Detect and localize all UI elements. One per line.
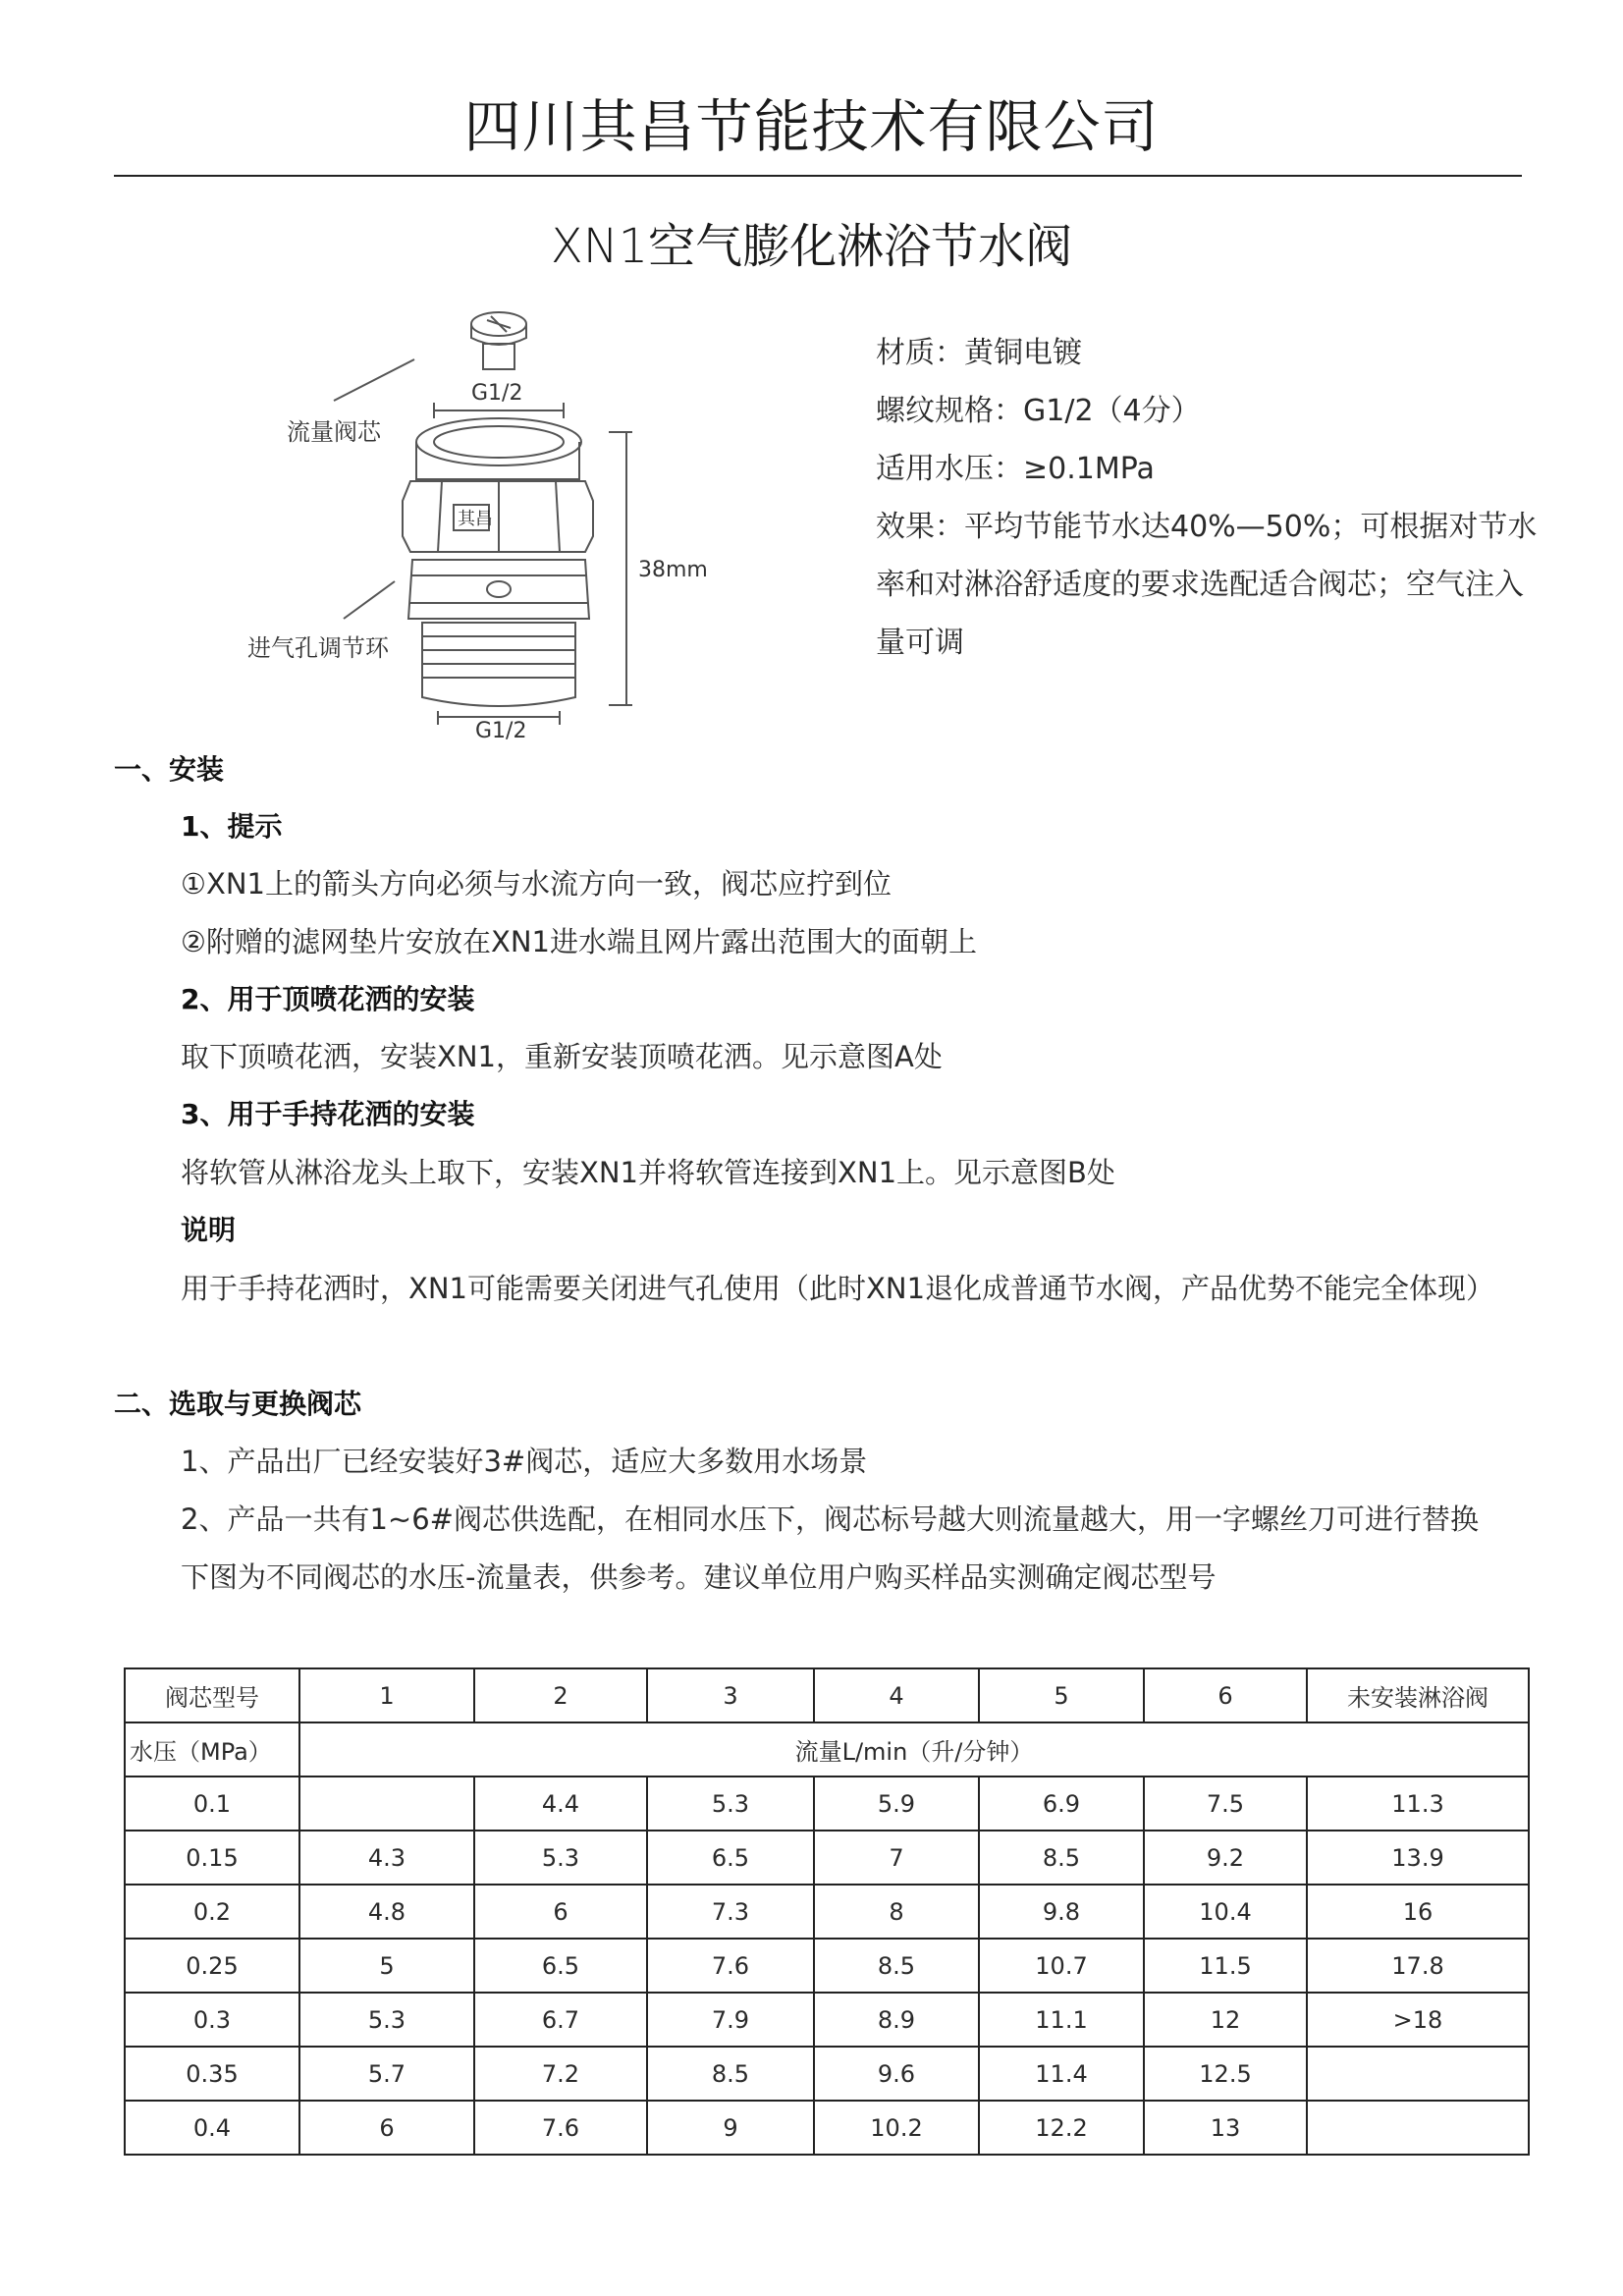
flow-cell: 5.9 (814, 1777, 979, 1831)
flow-cell: 6.9 (979, 1777, 1144, 1831)
flow-cell: 4.3 (299, 1831, 474, 1885)
company-name: 四川其昌节能技术有限公司 (463, 93, 1160, 160)
flow-cell: 11.5 (1144, 1939, 1307, 1993)
flow-cell: 12 (1144, 1993, 1307, 2047)
spec-list (876, 324, 1543, 672)
table-row (125, 2047, 1529, 2101)
ring-leader (344, 581, 395, 619)
label-thread-top: G1/2 (471, 381, 523, 406)
flow-cell (1307, 2047, 1529, 2101)
flow-cell: 7.6 (474, 2101, 647, 2155)
table-header-cell: 3 (647, 1668, 814, 1722)
label-height: 38mm (638, 558, 708, 582)
flow-cell: 10.4 (1144, 1885, 1307, 1939)
flow-cell: 11.4 (979, 2047, 1144, 2101)
flow-cell: 7.5 (1144, 1777, 1307, 1831)
air-hole (487, 581, 511, 597)
flow-cell: 6 (299, 2101, 474, 2155)
flow-cell: 8 (814, 1885, 979, 1939)
handheld-text: 将软管从淋浴龙头上取下，安装XN1并将软管连接到XN1上。见示意图B处 (181, 1156, 1115, 1189)
flow-cell: 4.4 (474, 1777, 647, 1831)
flow-cell: 8.5 (647, 2047, 814, 2101)
table-row (125, 1885, 1529, 1939)
top-shower-heading: 2、用于顶喷花洒的安装 (181, 983, 475, 1015)
table-header-cell: 6 (1144, 1668, 1307, 1722)
flow-cell: 7.9 (647, 1993, 814, 2047)
table-header-cell: 未安装淋浴阀 (1307, 1668, 1529, 1722)
flow-cell: 8.9 (814, 1993, 979, 2047)
flow-cell: 10.7 (979, 1939, 1144, 1993)
tip-1: ①XN1上的箭头方向必须与水流方向一致，阀芯应拧到位 (181, 867, 893, 901)
table-header-row (125, 1668, 1529, 1722)
spec-thread: 螺纹规格：G1/2（4分） (876, 394, 1201, 428)
table-row (125, 1993, 1529, 2047)
label-thread-bottom: G1/2 (475, 719, 527, 743)
flow-cell (1307, 2101, 1529, 2155)
table-row (125, 1831, 1529, 1885)
header-divider (114, 175, 1522, 177)
flow-cell: 6.7 (474, 1993, 647, 2047)
pressure-cell: 0.15 (125, 1831, 299, 1885)
table-header-cell: 5 (979, 1668, 1144, 1722)
table-header-cell: 阀芯型号 (125, 1668, 299, 1722)
tips-heading: 1、提示 (181, 810, 283, 843)
handheld-heading: 3、用于手持花洒的安装 (181, 1098, 475, 1130)
select-line-3: 下图为不同阀芯的水压-流量表，供参考。建议单位用户购买样品实测确定阀芯型号 (181, 1560, 1217, 1594)
flow-cell: 12.2 (979, 2101, 1144, 2155)
table-row (125, 2101, 1529, 2155)
flow-cell: 7.2 (474, 2047, 647, 2101)
product-diagram (236, 295, 707, 756)
flow-cell: 9 (647, 2101, 814, 2155)
pressure-unit-label: 水压（MPa） (125, 1722, 299, 1777)
flow-cell: 8.5 (979, 1831, 1144, 1885)
table-header-cell: 4 (814, 1668, 979, 1722)
table-body (125, 1777, 1529, 2155)
flow-cell: 6 (474, 1885, 647, 1939)
table-row (125, 1939, 1529, 1993)
table-unit-row (125, 1722, 1529, 1777)
table-header-cell: 2 (474, 1668, 647, 1722)
flow-cell: 9.2 (1144, 1831, 1307, 1885)
flow-cell: 16 (1307, 1885, 1529, 1939)
flow-cell (299, 1777, 474, 1831)
pressure-cell: 0.2 (125, 1885, 299, 1939)
core-cap-side (471, 324, 526, 345)
pressure-cell: 0.25 (125, 1939, 299, 1993)
product-title: XN1空气膨化淋浴节水阀 (550, 219, 1073, 274)
flow-cell: >18 (1307, 1993, 1529, 2047)
flow-cell: 5.7 (299, 2047, 474, 2101)
select-line-1: 1、产品出厂已经安装好3#阀芯，适应大多数用水场景 (181, 1445, 868, 1478)
select-line-2: 2、产品一共有1~6#阀芯供选配，在相同水压下，阀芯标号越大则流量越大，用一字螺丝刀可进行替换 (181, 1503, 1479, 1536)
flow-cell: 4.8 (299, 1885, 474, 1939)
spec-pressure: 适用水压：≥0.1MPa (876, 452, 1155, 486)
body-mark: 其昌 (458, 509, 493, 529)
flow-cell: 8.5 (814, 1939, 979, 1993)
flow-table (124, 1667, 1530, 2156)
select-heading: 二、选取与更换阀芯 (114, 1388, 362, 1420)
top-shower-text: 取下顶喷花洒，安装XN1，重新安装顶喷花洒。见示意图A处 (181, 1040, 943, 1073)
note-text: 用于手持花洒时，XN1可能需要关闭进气孔使用（此时XN1退化成普通节水阀，产品优势不能完全体现） (181, 1272, 1495, 1305)
flow-cell: 5.3 (474, 1831, 647, 1885)
label-adjust-ring: 进气孔调节环 (247, 634, 389, 662)
flow-cell: 12.5 (1144, 2047, 1307, 2101)
pressure-cell: 0.35 (125, 2047, 299, 2101)
flow-cell: 6.5 (474, 1939, 647, 1993)
core-leader (334, 359, 414, 401)
pressure-cell: 0.4 (125, 2101, 299, 2155)
flow-cell: 11.3 (1307, 1777, 1529, 1831)
flow-cell: 5.3 (299, 1993, 474, 2047)
flow-cell: 7.6 (647, 1939, 814, 1993)
flow-cell: 5 (299, 1939, 474, 1993)
flow-cell: 9.8 (979, 1885, 1144, 1939)
flow-cell: 11.1 (979, 1993, 1144, 2047)
flow-cell: 7 (814, 1831, 979, 1885)
flow-cell: 17.8 (1307, 1939, 1529, 1993)
spec-material: 材质：黄铜电镀 (876, 336, 1082, 370)
label-flow-core: 流量阀芯 (287, 418, 381, 446)
pressure-cell: 0.1 (125, 1777, 299, 1831)
flow-cell: 6.5 (647, 1831, 814, 1885)
adjust-ring (408, 560, 589, 619)
pressure-cell: 0.3 (125, 1993, 299, 2047)
flow-unit-label: 流量L/min（升/分钟） (299, 1722, 1529, 1777)
flow-cell: 5.3 (647, 1777, 814, 1831)
install-heading: 一、安装 (114, 753, 225, 786)
tip-2: ②附赠的滤网垫片安放在XN1进水端且网片露出范围大的面朝上 (181, 925, 978, 958)
table-row (125, 1777, 1529, 1831)
core-stem (483, 344, 514, 369)
note-heading: 说明 (181, 1214, 237, 1246)
flow-cell: 7.3 (647, 1885, 814, 1939)
flow-cell: 13.9 (1307, 1831, 1529, 1885)
spec-effect: 效果：平均节能节水达40%—50%；可根据对节水率和对淋浴舒适度的要求选配适合阀芯；空气注入量可调 (876, 510, 1538, 660)
flow-cell: 13 (1144, 2101, 1307, 2155)
flow-cell: 10.2 (814, 2101, 979, 2155)
flow-cell: 9.6 (814, 2047, 979, 2101)
table-header-cell: 1 (299, 1668, 474, 1722)
